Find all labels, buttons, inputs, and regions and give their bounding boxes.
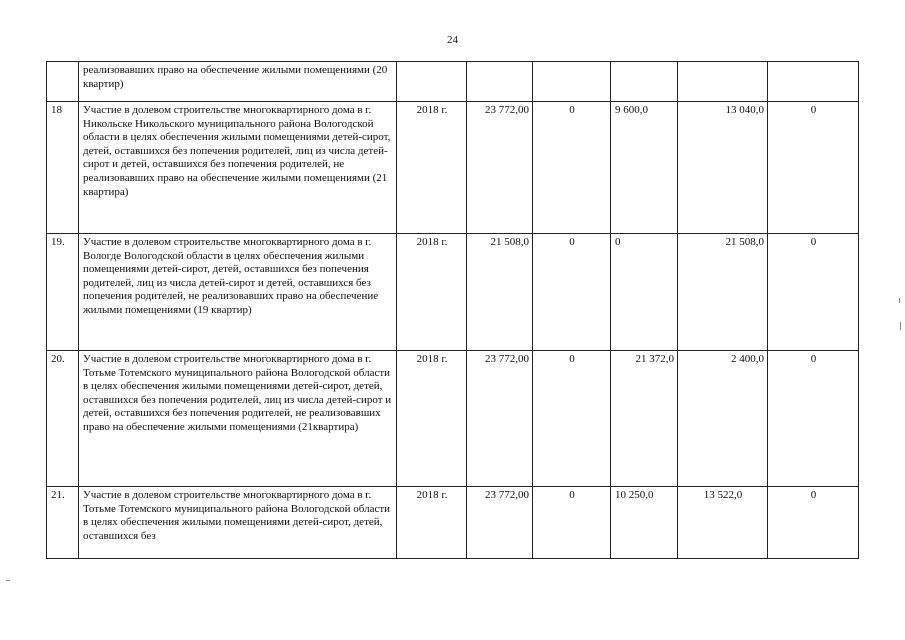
table-row [47,487,859,559]
row-value-5 [768,62,859,102]
row-total [467,62,533,102]
row-value-2: 0 [533,351,611,487]
row-value-5: 0 [768,351,859,487]
table-row [47,351,859,487]
row-value-5: 0 [768,102,859,234]
row-number: 19. [47,234,79,351]
row-value-3: 10 250,0 [611,487,678,559]
row-year: 2018 г. [397,234,467,351]
row-description: Участие в долевом строительстве многоквартирного дома в г. Никольске Никольского муниципального района Вологодской области в целях обеспечения жилыми помещениями детей-сирот, детей, оставшихся без попечения родителей, лиц из числа детей-сирот и детей, оставшихся без попечения родителей, не реализовавших право на обеспечение жилыми помещениями (21 квартира) [79,102,397,234]
row-value-2: 0 [533,487,611,559]
scan-mark [900,322,901,330]
row-value-2: 0 [533,234,611,351]
table-row [47,102,859,234]
row-description: реализовавших право на обеспечение жилыми помещениями (20 квартир) [79,62,397,102]
row-value-2: 0 [533,102,611,234]
scan-mark [899,298,900,303]
row-value-4 [678,62,768,102]
page-number: 24 [447,34,458,46]
table-row [47,234,859,351]
row-value-3: 21 372,0 [611,351,678,487]
row-value-2 [533,62,611,102]
row-number: 18 [47,102,79,234]
row-value-5: 0 [768,487,859,559]
row-year [397,62,467,102]
row-value-4: 2 400,0 [678,351,768,487]
row-description: Участие в долевом строительстве многоквартирного дома в г. Вологде Вологодской области в целях обеспечения жилыми помещениями детей-сирот, детей, оставшихся без попечения родителей, лиц из числа детей-сирот и детей, оставшихся без попечения родителей, не реализовавших право на обеспечение жилыми помещениями (19 квартир) [79,234,397,351]
row-number: 21. [47,487,79,559]
row-total: 23 772,00 [467,487,533,559]
row-number [47,62,79,102]
table-row [47,62,859,102]
row-total: 23 772,00 [467,102,533,234]
row-value-4: 21 508,0 [678,234,768,351]
row-value-4: 13 040,0 [678,102,768,234]
program-table [46,61,859,559]
scan-mark [6,580,10,581]
row-total: 21 508,0 [467,234,533,351]
row-value-3: 9 600,0 [611,102,678,234]
row-value-3: 0 [611,234,678,351]
row-description: Участие в долевом строительстве многоквартирного дома в г. Тотьме Тотемского муниципального района Вологодской области в целях обеспечения жилыми помещениями детей-сирот, детей, оставшихся без попечения родителей, лиц из числа детей-сирот и детей, оставшихся без попечения родителей, не реализовавших право на обеспечение жилыми помещениями (21квартира) [79,351,397,487]
row-total: 23 772,00 [467,351,533,487]
row-value-4: 13 522,0 [678,487,768,559]
row-value-3 [611,62,678,102]
row-number: 20. [47,351,79,487]
row-year: 2018 г. [397,351,467,487]
row-year: 2018 г. [397,487,467,559]
row-description: Участие в долевом строительстве многоквартирного дома в г. Тотьме Тотемского муниципального района Вологодской области в целях обеспечения жилыми помещениями детей-сирот, детей, оставшихся без [79,487,397,559]
row-year: 2018 г. [397,102,467,234]
row-value-5: 0 [768,234,859,351]
